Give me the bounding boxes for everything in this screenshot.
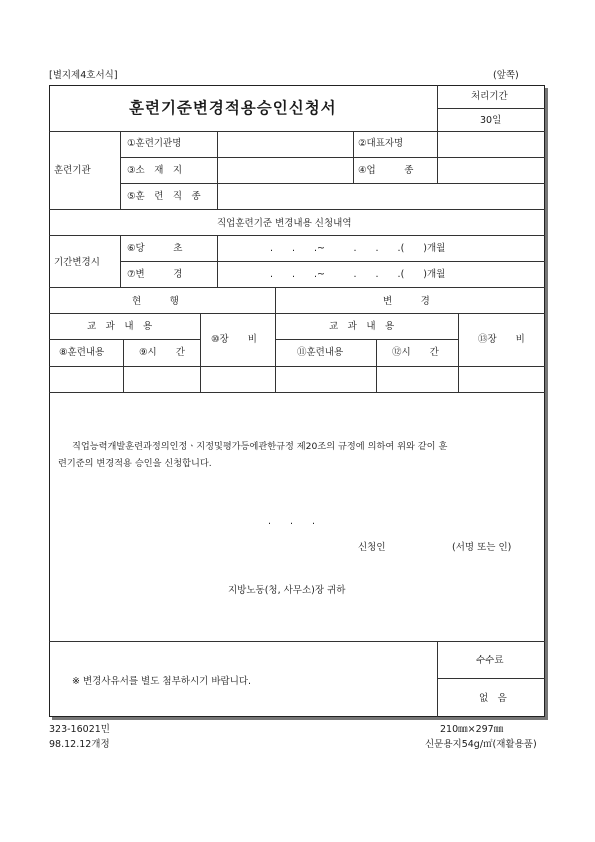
frame-shadow-right — [545, 88, 548, 720]
job-type-label: ⑤훈 련 직 종 — [127, 191, 201, 202]
original-period-value: . . .~ . . .( )개월 — [270, 243, 446, 254]
form-code: 323-16021민 — [49, 724, 110, 735]
attachment-note: ※ 변경사유서를 별도 첨부하시기 바랍니다. — [72, 676, 252, 687]
form-title: 훈련기준변경적용승인신청서 — [129, 99, 337, 117]
changed-curriculum-label: 교 과 내 용 — [329, 321, 395, 332]
revision-date: 98.12.12개정 — [49, 739, 110, 750]
address-label: ③소 재 지 — [127, 165, 183, 176]
current-content-label: ⑧훈련내용 — [59, 347, 105, 358]
original-period-label: ⑥당 초 — [127, 243, 183, 254]
page-side-label: (앞쪽) — [493, 70, 519, 81]
institution-section-label: 훈련기관 — [54, 165, 91, 176]
institution-name-label: ①훈련기관명 — [127, 138, 182, 149]
paper-size: 210㎜×297㎜ — [440, 724, 504, 735]
form-number: [별지제4호서식] — [49, 70, 118, 81]
processing-period-label: 처리기간 — [471, 91, 508, 102]
fee-value: 없 음 — [479, 693, 507, 704]
changed-period-label: ⑦변 경 — [127, 269, 183, 280]
current-header: 현 행 — [132, 296, 179, 307]
changed-time-label: ⑫시 간 — [392, 347, 439, 358]
representative-label: ②대표자명 — [358, 138, 404, 149]
signature-label: (서명 또는 인) — [452, 542, 512, 553]
changed-header: 변 경 — [383, 296, 430, 307]
fee-label: 수수료 — [476, 655, 504, 666]
statement-line-2: 련기준의 변경적용 승인을 신청합니다. — [58, 458, 212, 469]
changed-equipment-label: ⑬장 비 — [478, 334, 525, 345]
period-section-label: 기간변경시 — [54, 257, 100, 268]
current-curriculum-label: 교 과 내 용 — [87, 321, 153, 332]
frame-shadow-bottom — [52, 717, 548, 720]
changed-period-value: . . .~ . . .( )개월 — [270, 269, 446, 280]
addressee: 지방노동(청, 사무소)장 귀하 — [228, 585, 346, 596]
paper-spec: 신문용지54g/㎡(재활용품) — [425, 739, 537, 750]
processing-period-value: 30일 — [480, 115, 502, 126]
application-date: . . . — [268, 516, 316, 527]
current-time-label: ⑨시 간 — [139, 347, 185, 358]
industry-label: ④업 종 — [358, 165, 414, 176]
statement-line-1: 직업능력개발훈련과정의인정ㆍ지정및평가등에관한규정 제20조의 규정에 의하여 위와 같이 훈 — [72, 441, 448, 452]
current-equipment-label: ⑩장 비 — [211, 334, 257, 345]
form-frame — [49, 85, 545, 717]
change-section-title: 직업훈련기준 변경내용 신청내역 — [217, 218, 352, 229]
applicant-label: 신청인 — [358, 542, 386, 553]
changed-content-label: ⑪훈련내용 — [297, 347, 344, 358]
